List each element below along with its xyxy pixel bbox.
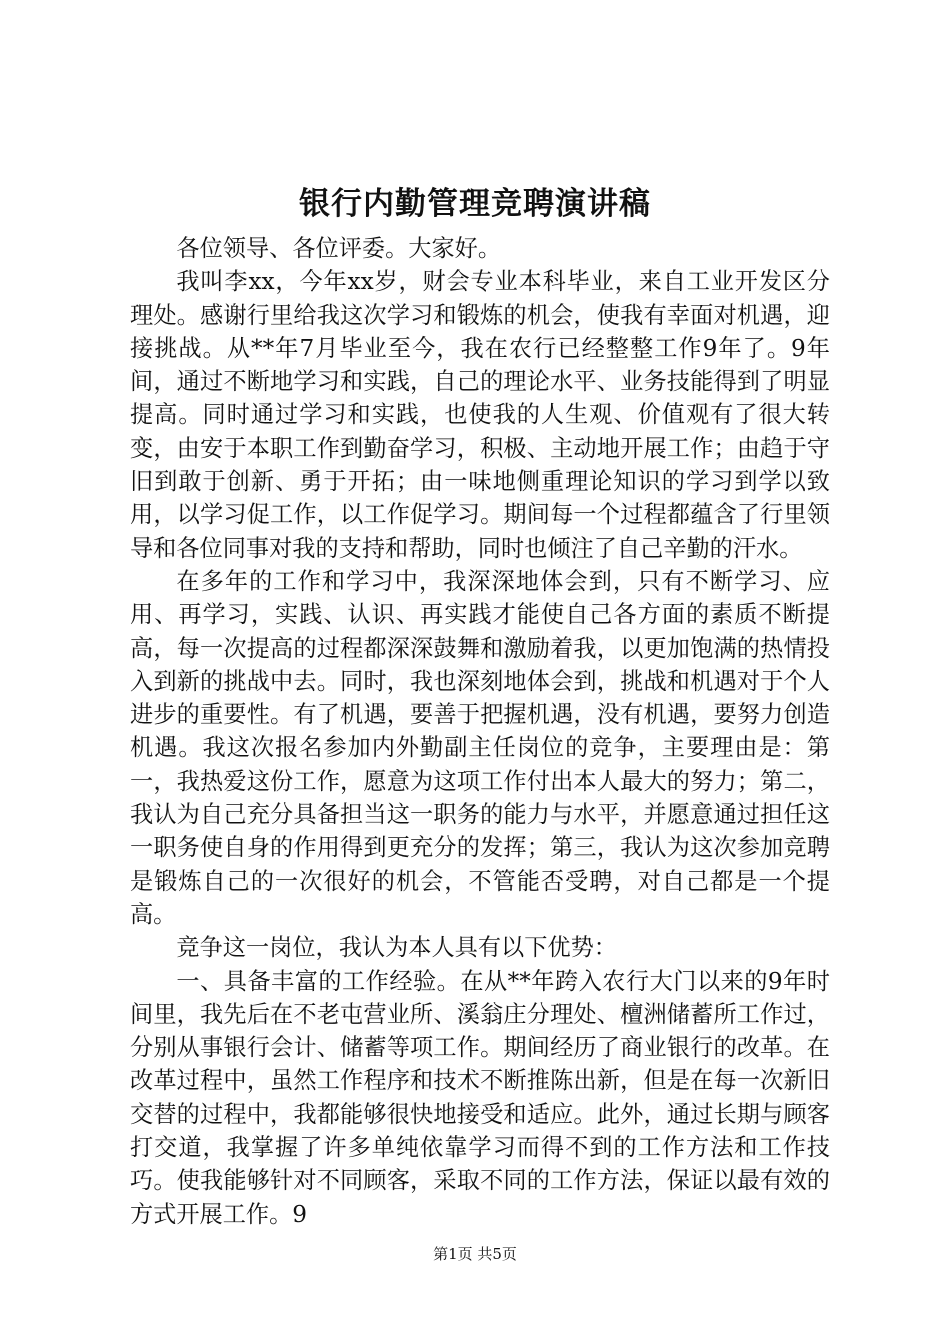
paragraph-greeting: 各位领导、各位评委。大家好。 [176, 235, 502, 262]
document-title: 银行内勤管理竞聘演讲稿 [299, 186, 651, 222]
paragraph-introduction: 我叫李xx，今年xx岁，财会专业本科毕业，来自工业开发区分理处。感谢行里给我这次学习和锻炼的机会，使我有幸面对机遇，迎接挑战。从**年7月毕业至今，我在农行已经整整工作9年了。9年间，通过不断地学习和实践，自己的理论水平、业务技能得到了明显提高。同时通过学习和实践，也使我的人生观、价值观有了很大转变，由安于本职工作到勤奋学习，积极、主动地开展工作；由趋于守旧到敢于创新、勇于开拓；由一味地侧重理论知识的学习到学以致用，以学习促工作，以工作促学习。期间每一个过程都蕴含了行里领导和各位同事对我的支持和帮助，同时也倾注了自己辛勤的汗水。 [130, 268, 830, 562]
page-footer: 第1页 共5页 [433, 1245, 517, 1263]
paragraph-advantage-one: 一、具备丰富的工作经验。在从**年跨入农行大门以来的9年时间里，我先后在不老屯营业所、溪翁庄分理处、檀洲储蓄所工作过，分别从事银行会计、储蓄等项工作。期间经历了商业银行的改革。在改革过程中，虽然工作程序和技术不断推陈出新，但是在每一次新旧交替的过程中，我都能够很快地接受和适应。此外，通过长期与顾客打交道，我掌握了许多单纯依靠学习而得不到的工作方法和工作技巧。使我能够针对不同顾客，采取不同的工作方法，保证以最有效的方式开展工作。9 [130, 967, 830, 1228]
paragraph-experience: 在多年的工作和学习中，我深深地体会到，只有不断学习、应用、再学习，实践、认识、再实践才能使自己各方面的素质不断提高，每一次提高的过程都深深鼓舞和激励着我，以更加饱满的热情投入到新的挑战中去。同时，我也深刻地体会到，挑战和机遇对于个人进步的重要性。有了机遇，要善于把握机遇，没有机遇，要努力创造机遇。我这次报名参加内外勤副主任岗位的竞争，主要理由是：第一，我热爱这份工作，愿意为这项工作付出本人最大的努力；第二，我认为自己充分具备担当这一职务的能力与水平，并愿意通过担任这一职务使自身的作用得到更充分的发挥；第三，我认为这次参加竞聘是锻炼自己的一次很好的机会，不管能否受聘，对自己都是一个提高。 [130, 567, 830, 928]
paragraph-advantages-intro: 竞争这一岗位，我认为本人具有以下优势： [176, 934, 617, 962]
document-body [130, 232, 830, 1231]
